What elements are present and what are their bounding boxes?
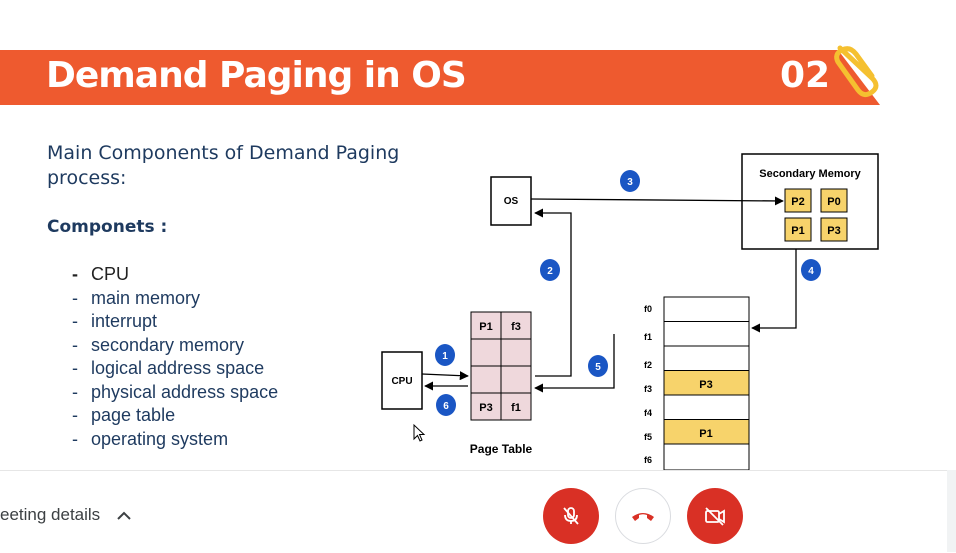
os-label: OS	[503, 196, 519, 207]
frame-label: f1	[643, 332, 652, 342]
meeting-details-label: eeting details	[0, 505, 101, 524]
frame-label: f2	[643, 360, 652, 370]
microphone-toggle-button[interactable]	[543, 488, 599, 544]
list-item: - secondary memory	[72, 334, 245, 355]
arrow-cpu-to-table	[422, 374, 468, 376]
camera-toggle-button[interactable]	[687, 488, 743, 544]
page-table-page: P1	[479, 321, 493, 333]
page-table-page: P3	[479, 402, 493, 414]
end-call-icon	[630, 509, 656, 523]
page-table-frame: f1	[511, 402, 521, 414]
arrow-secondary-to-memory	[752, 249, 796, 328]
memory-frame	[664, 444, 749, 470]
list-item: - interrupt	[72, 311, 158, 331]
step-number: 4	[808, 266, 814, 277]
page-table-cell	[501, 339, 531, 366]
frame-label: f4	[643, 408, 652, 418]
step-number: 6	[443, 401, 449, 412]
page-table-label: Page Table	[469, 442, 533, 456]
components-subheading: Componets :	[47, 217, 168, 237]
slide-title: Demand Paging in OS	[46, 55, 466, 96]
cpu-label: CPU	[391, 376, 413, 387]
list-item: - physical address space	[72, 381, 279, 402]
microphone-off-icon	[560, 505, 582, 527]
components-heading: Main Components of Demand Paging process:	[47, 142, 400, 189]
secondary-page-label: P3	[827, 225, 841, 237]
list-item: - operating system	[72, 428, 229, 449]
leave-call-button[interactable]	[615, 488, 671, 544]
camera-off-icon	[703, 505, 727, 527]
meeting-details-button[interactable]	[0, 505, 131, 525]
page-table-cell	[471, 366, 501, 393]
list-item: - CPU	[72, 264, 130, 284]
frame-content: P1	[699, 428, 713, 440]
memory-frame	[664, 297, 749, 322]
step-number: 2	[547, 266, 553, 277]
chevron-up-icon	[117, 511, 131, 521]
page-table-cell	[471, 339, 501, 366]
step-number: 5	[595, 362, 601, 373]
frame-label: f0	[643, 304, 652, 314]
memory-frame	[664, 322, 749, 347]
frame-content: P3	[699, 379, 713, 391]
page-table-cell	[501, 366, 531, 393]
frame-label: f3	[643, 384, 652, 394]
page-table-frame: f3	[511, 321, 521, 333]
step-number: 1	[442, 351, 448, 362]
frame-label: f6	[643, 455, 652, 465]
list-item: - main memory	[72, 287, 201, 308]
mouse-cursor-icon	[414, 425, 424, 441]
memory-frame	[664, 395, 749, 420]
secondary-page-label: P2	[791, 196, 805, 208]
frame-label: f5	[643, 432, 652, 442]
secondary-page-label: P0	[827, 196, 841, 208]
scrollbar[interactable]	[947, 470, 956, 552]
list-item: - page table	[72, 405, 176, 425]
step-number: 3	[627, 177, 633, 188]
list-item: - logical address space	[72, 358, 265, 378]
memory-frame	[664, 346, 749, 371]
secondary-page-label: P1	[791, 225, 805, 237]
meeting-control-bar	[0, 470, 956, 553]
arrow-table-to-os	[535, 213, 571, 376]
slide-number: 02	[780, 55, 831, 96]
secondary-memory-title: Secondary Memory	[759, 168, 861, 180]
